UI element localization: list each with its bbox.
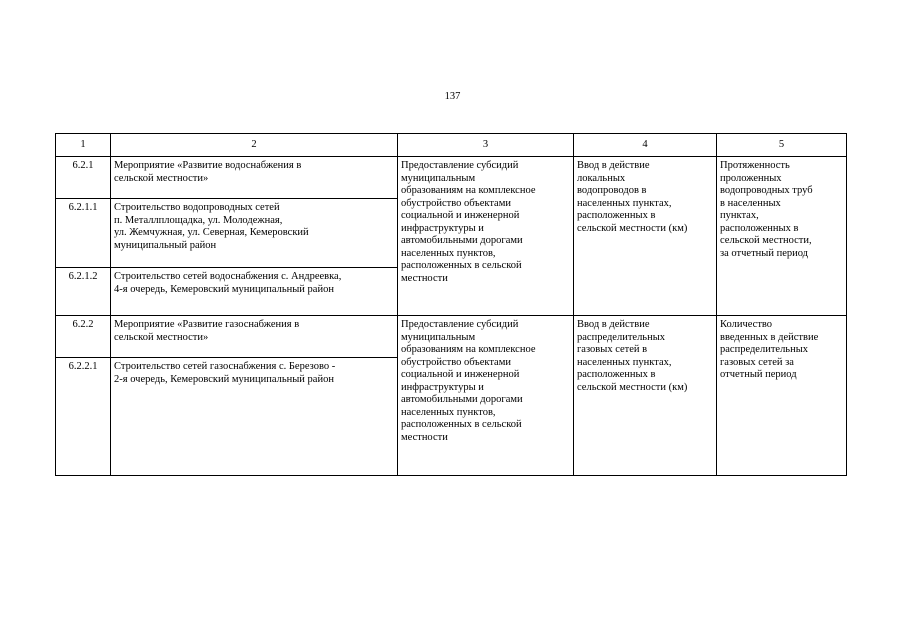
indicator-cell: Ввод в действие распределительных газовых сетей в населенных пунктах, расположенных в сельской местности (км) xyxy=(574,316,717,476)
row-number: 6.2.2 xyxy=(56,316,111,358)
row-number: 6.2.1.2 xyxy=(56,268,111,316)
row-description: Строительство водопроводных сетей п. Металлплощадка, ул. Молодежная, ул. Жемчужная, ул. Северная, Кемеровский муниципальный район xyxy=(111,199,398,268)
measures-table xyxy=(55,133,847,476)
table-row xyxy=(56,157,847,199)
result-cell: Количество введенных в действие распределительных газовых сетей за отчетный период xyxy=(717,316,847,476)
row-description: Мероприятие «Развитие газоснабжения в сельской местности» xyxy=(111,316,398,358)
table-row xyxy=(56,316,847,358)
column-header-1: 1 xyxy=(56,134,111,157)
header-row xyxy=(56,134,847,157)
funding-mechanism-cell: Предоставление субсидий муниципальным образованиям на комплексное обустройство объектами социальной и инженерной инфраструктуры и автомобильными дорогами населенных пунктов, расположенных в сельской местности xyxy=(398,316,574,476)
column-header-5: 5 xyxy=(717,134,847,157)
column-header-4: 4 xyxy=(574,134,717,157)
column-header-2: 2 xyxy=(111,134,398,157)
row-number: 6.2.2.1 xyxy=(56,358,111,476)
page-number: 137 xyxy=(444,91,461,102)
result-cell: Протяженность проложенных водопроводных труб в населенных пунктах, расположенных в сельской местности, за отчетный период xyxy=(717,157,847,316)
row-number: 6.2.1 xyxy=(56,157,111,199)
indicator-cell: Ввод в действие локальных водопроводов в населенных пунктах, расположенных в сельской местности (км) xyxy=(574,157,717,316)
row-description: Строительство сетей газоснабжения с. Березово - 2-я очередь, Кемеровский муниципальный район xyxy=(111,358,398,476)
row-description: Строительство сетей водоснабжения с. Андреевка, 4-я очередь, Кемеровский муниципальный район xyxy=(111,268,398,316)
row-description: Мероприятие «Развитие водоснабжения в сельской местности» xyxy=(111,157,398,199)
funding-mechanism-cell: Предоставление субсидий муниципальным образованиям на комплексное обустройство объектами социальной и инженерной инфраструктуры и автомобильными дорогами населенных пунктов, расположенных в сельской местности xyxy=(398,157,574,316)
row-number: 6.2.1.1 xyxy=(56,199,111,268)
column-header-3: 3 xyxy=(398,134,574,157)
